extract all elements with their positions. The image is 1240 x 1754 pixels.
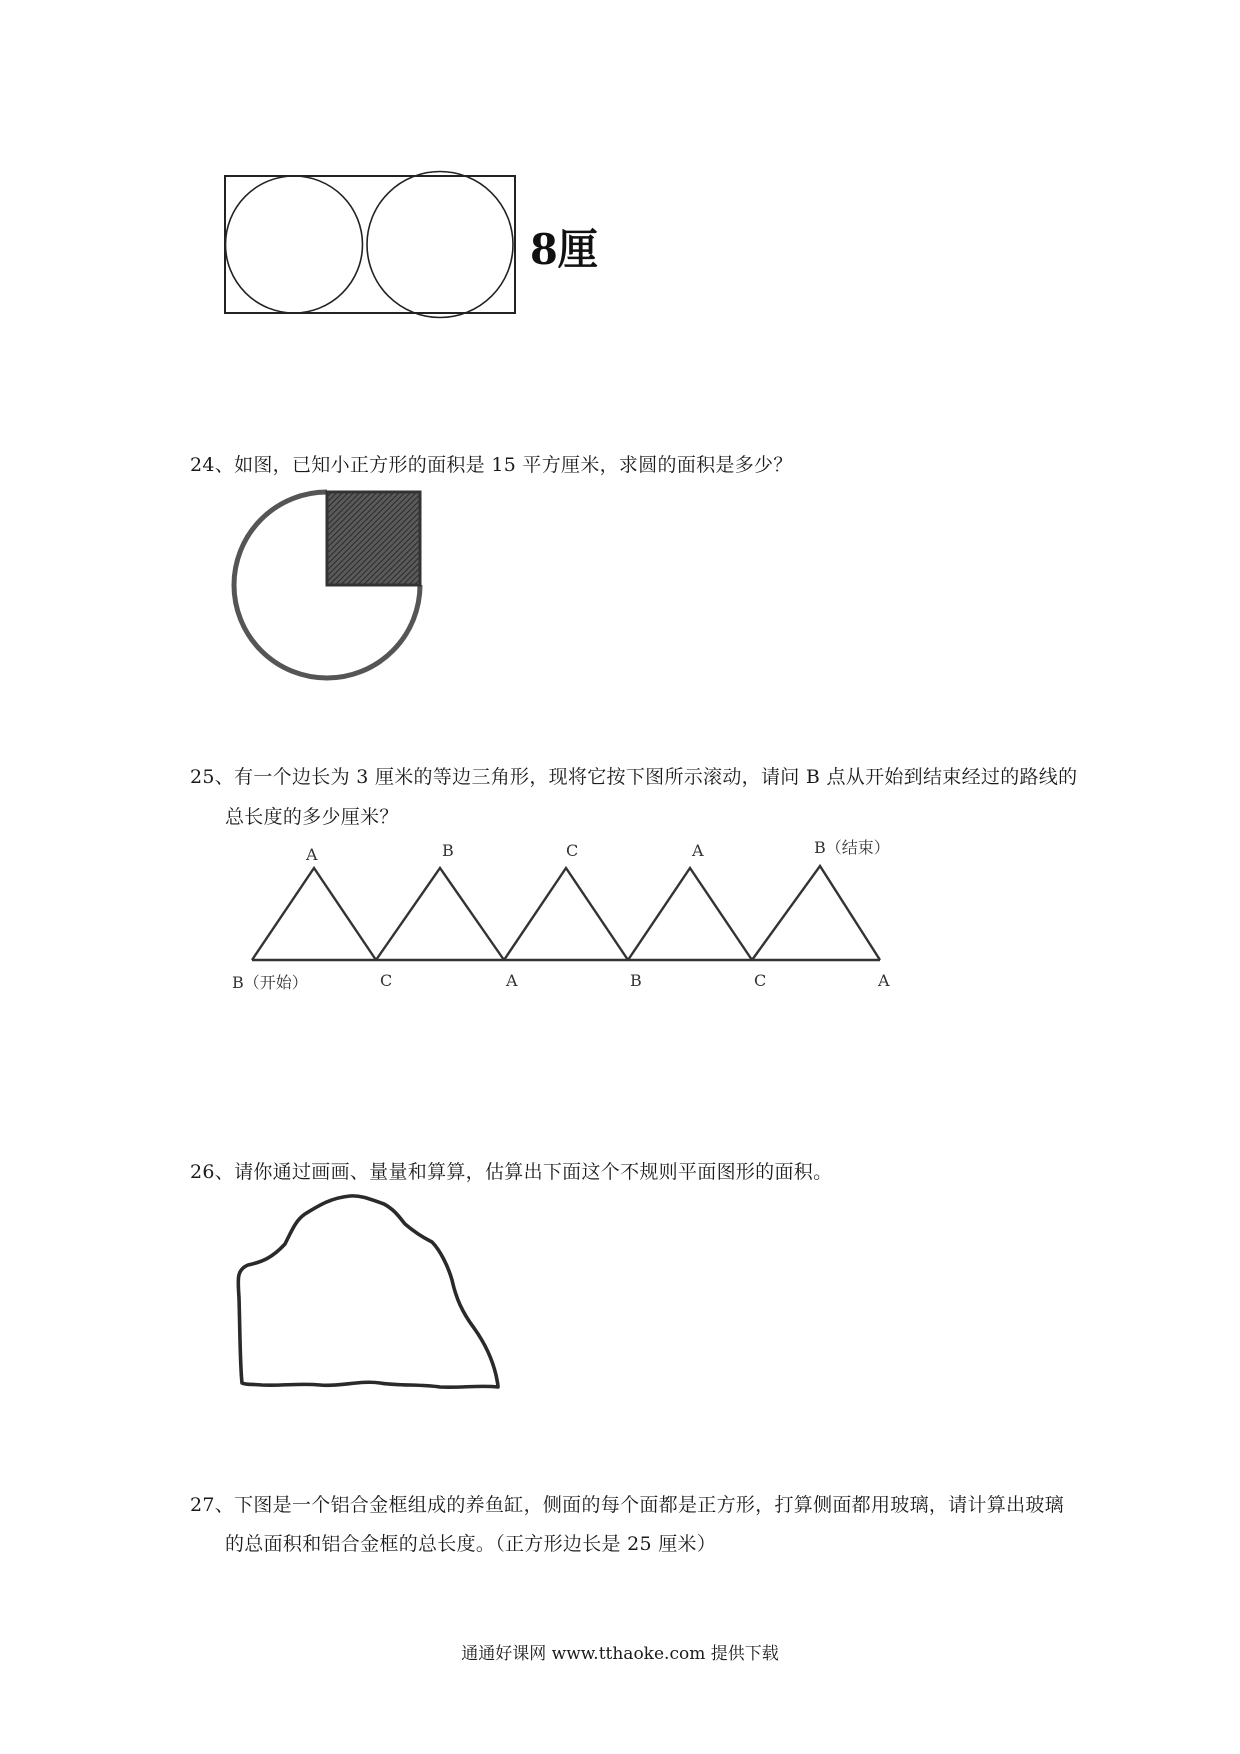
irregular-shape-outline — [238, 1196, 498, 1387]
triangle-2 — [376, 868, 504, 960]
question-26-line-1: 26、请你通过画画、量量和算算，估算出下面这个不规则平面图形的面积。 — [190, 1161, 833, 1183]
top-label-3: C — [566, 841, 579, 860]
irregular-shape-figure — [0, 1180, 1240, 1420]
triangle-5 — [752, 866, 880, 960]
shaded-square — [327, 492, 420, 585]
top-label-4: A — [692, 841, 704, 860]
question-27-line-1: 27、下图是一个铝合金框组成的养鱼缸，侧面的每个面都是正方形，打算侧面都用玻璃，请计算出玻璃 — [190, 1494, 1064, 1516]
bottom-label-5: C — [754, 971, 767, 990]
rolling-triangles-figure — [0, 840, 1240, 1000]
triangle-1 — [252, 868, 376, 960]
bottom-label-1: B（开始） — [232, 973, 308, 992]
question-25-line-1: 25、有一个边长为 3 厘米的等边三角形，现将它按下图所示滚动，请问 B 点从开始到结束经过的路线的 — [190, 766, 1078, 788]
question-27-line-2: 的总面积和铝合金框的总长度。（正方形边长是 25 厘米） — [225, 1533, 717, 1555]
top-label-5: B（结束） — [814, 838, 890, 857]
bottom-label-2: C — [380, 971, 393, 990]
left-circle — [226, 176, 363, 313]
right-circle — [367, 172, 513, 318]
circle-square-figure — [225, 485, 445, 685]
two-circles-figure — [0, 0, 1240, 340]
triangle-4 — [628, 868, 752, 960]
triangle-3 — [504, 868, 628, 960]
question-25-line-2: 总长度的多少厘米？ — [225, 806, 399, 828]
top-label-2: B — [442, 841, 454, 860]
dimension-label: 8厘 — [530, 224, 598, 275]
bottom-label-3: A — [506, 971, 518, 990]
bottom-label-4: B — [630, 971, 642, 990]
rectangle-outline — [225, 176, 515, 313]
top-label-1: A — [306, 845, 318, 864]
question-24-line-1: 24、如图，已知小正方形的面积是 15 平方厘米，求圆的面积是多少？ — [190, 454, 793, 476]
page-footer: 通通好课网 www.tthaoke.com 提供下载 — [461, 1644, 779, 1664]
bottom-label-6: A — [878, 971, 890, 990]
